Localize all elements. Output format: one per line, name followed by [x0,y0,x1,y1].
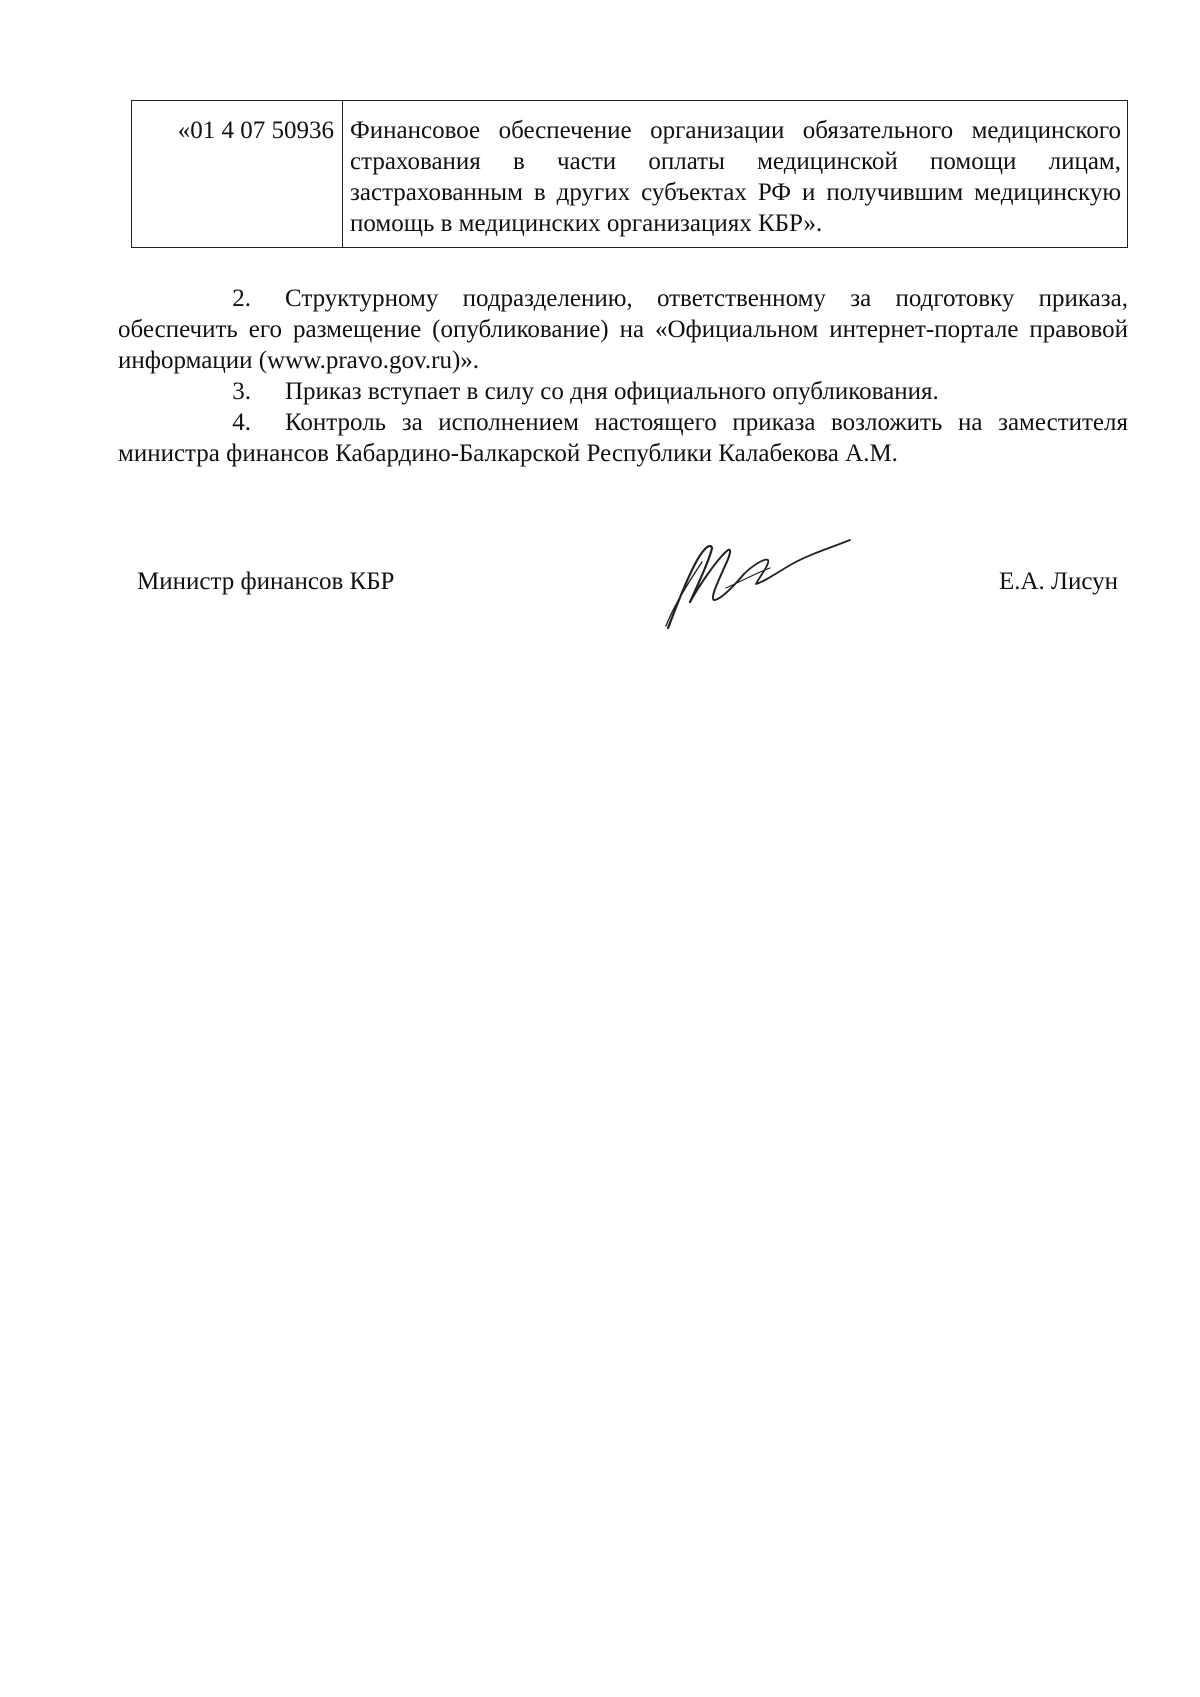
handwritten-signature [660,528,860,638]
clause-text: Контроль за исполнением настоящего приказа возложить на заместителя министра финансов Кабардино-Балкарской Республики Калабекова А.М. [118,409,1128,467]
budget-description-cell: Финансовое обеспечение организации обязательного медицинского страхования в части оплаты медицинской помощи лицам, застрахованным в других субъектах РФ и получившим медицинскую помощь в медицинских организациях КБР». [343,101,1128,248]
clause-number: 3. [232,378,251,405]
table-row [132,101,1128,248]
budget-code-cell: «01 4 07 50936 [132,101,343,248]
clause-number: 4. [232,409,251,436]
signature-block [0,566,1200,656]
clause-text: Структурному подразделению, ответственному за подготовку приказа, обеспечить его размещение (опубликование) на «Официальном интернет-портале правовой информации (www.pravo.gov.ru)». [118,285,1128,374]
clause-text: Приказ вступает в силу со дня официального опубликования. [285,378,939,405]
signatory-position: Министр финансов КБР [137,568,395,595]
order-clauses [118,283,1128,469]
clause-number: 2. [232,285,251,312]
clause-4 [118,407,1128,469]
clause-3 [118,376,1128,407]
budget-classification-table [131,100,1128,248]
clause-2 [118,283,1128,376]
signatory-name: Е.А. Лисун [998,568,1118,595]
